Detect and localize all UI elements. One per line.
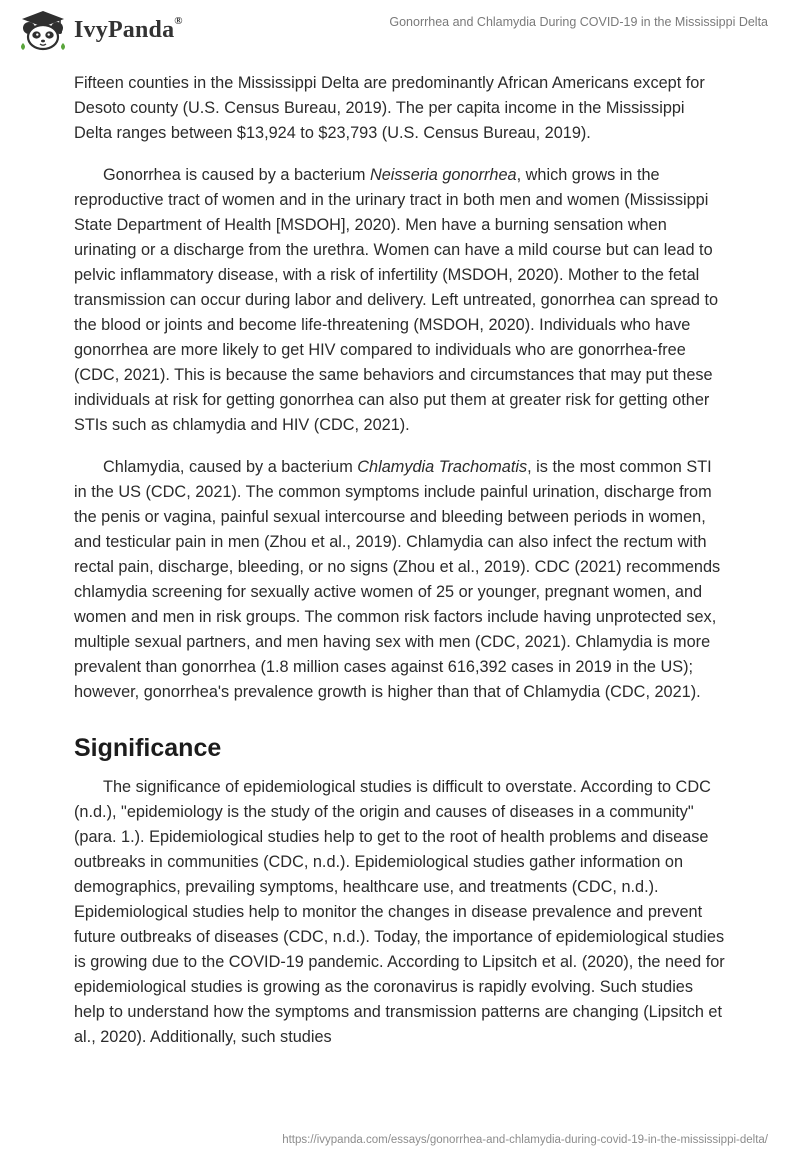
source-url[interactable]: https://ivypanda.com/essays/gonorrhea-and-chlamydia-during-covid-19-in-the-mississippi-delta/ — [282, 1134, 768, 1146]
essay-content — [74, 71, 726, 1067]
panda-logo-icon — [18, 9, 68, 51]
paragraph-gonorrhea: Gonorrhea is caused by a bacterium Neisseria gonorrhea, which grows in the reproductive tract of women and in the urinary tract in both men and women (Mississippi State Department of Health [MSDOH], 2020). Men have a burning sensation when urinating or a discharge from the urethra. Women can have a mild course but can lead to pelvic inflammatory disease, with a risk of infertility (MSDOH, 2020). Mother to the fetal transmission can occur during labor and delivery. Left untreated, gonorrhea can spread to the blood or joints and become life-threatening (MSDOH, 2020). Individuals who have gonorrhea are more likely to get HIV compared to individuals who are gonorrhea-free (CDC, 2021). This is because the same behaviors and circumstances that may put these individuals at risk for getting gonorrhea can also put them at greater risk for getting other STIs such as chlamydia and HIV (CDC, 2021). — [74, 166, 719, 434]
species-name-chlamydia: Chlamydia Trachomatis — [357, 458, 528, 476]
paragraph-chlamydia: Chlamydia, caused by a bacterium Chlamydia Trachomatis, is the most common STI in the US (CDC, 2021). The common symptoms include painful urination, discharge from the penis or vagina, painful sexual intercourse and bleeding between periods in women, and testicular pain in men (Zhou et al., 2019). Chlamydia can also infect the rectum with rectal pain, discharge, bleeding, or no signs (Zhou et al., 2019). CDC (2021) recommends chlamydia screening for sexually active women of 25 or younger, pregnant women, and women and men in risk groups. The common risk factors include having unprotected sex, multiple sexual partners, and men having sex with men (CDC, 2021). Chlamydia is more prevalent than gonorrhea (1.8 million cases against 616,392 cases in 2019 in the US); however, gonorrhea's prevalence growth is higher than that of Chlamydia (CDC, 2021). — [74, 458, 721, 701]
paragraph-demographics: Fifteen counties in the Mississippi Delta are predominantly African Americans except for Desoto county (U.S. Census Bureau, 2019). The per capita income in the Mississippi Delta ranges between $13,924 to $23,793 (U.S. Census Bureau, 2019). — [74, 74, 705, 142]
section-heading-significance: Significance — [74, 734, 222, 762]
logo[interactable] — [18, 9, 183, 51]
paragraph-significance: The significance of epidemiological studies is difficult to overstate. According to CDC (n.d.), "epidemiology is the study of the origin and causes of diseases in a community" (para. 1.). Epidemiological studies help to get to the root of health problems and disease outbreaks in communities (CDC, n.d.). Epidemiological studies gather information on demographics, prevailing symptoms, healthcare use, and treatments (CDC, n.d.). Epidemiological studies help to monitor the changes in disease prevalence and prevent future outbreaks of diseases (CDC, n.d.). Today, the importance of epidemiological studies is growing due to the COVID-19 pandemic. According to Lipsitch et al. (2020), the need for epidemiological studies is growing as the coronavirus is rapidly evolving. Such studies help to understand how the symptoms and transmission patterns are changing (Lipsitch et al., 2020). Additionally, such studies — [74, 778, 725, 1046]
brand-name: IvyPanda® — [74, 14, 183, 43]
page-header — [0, 0, 800, 62]
document-title: Gonorrhea and Chlamydia During COVID-19 in the Mississippi Delta — [389, 15, 768, 29]
species-name-gonorrhea: Neisseria gonorrhea — [369, 166, 517, 184]
